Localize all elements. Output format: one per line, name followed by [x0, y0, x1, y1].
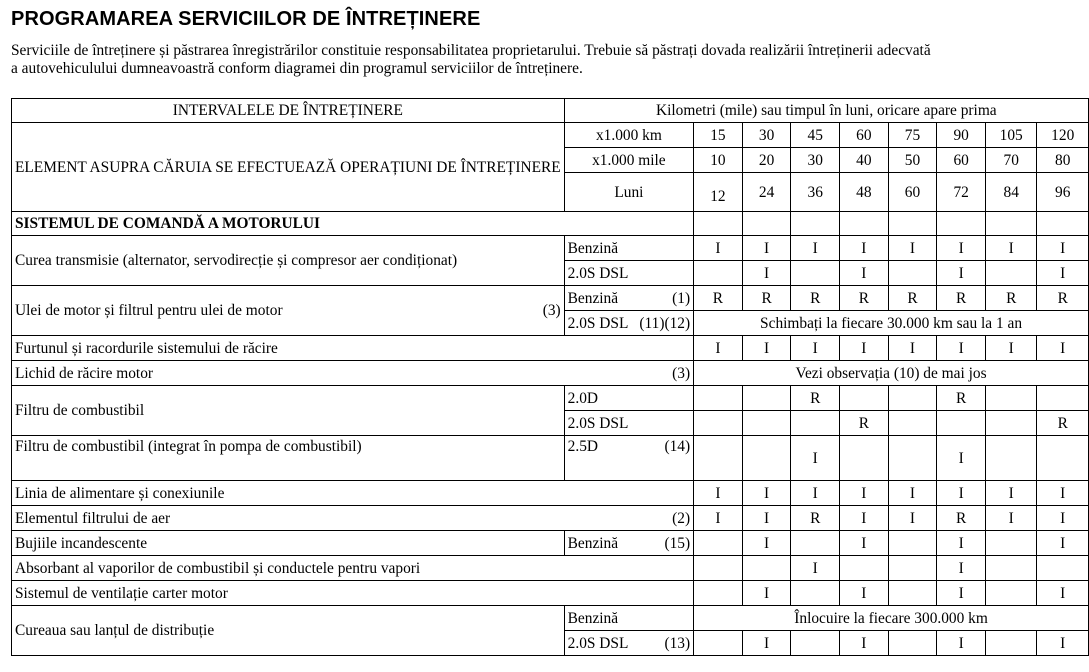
interval-mark — [985, 581, 1036, 606]
interval-mark: I — [694, 481, 743, 506]
item-label-fuelfilter: Filtru de combustibil — [12, 386, 565, 436]
interval-mark: I — [742, 236, 791, 261]
engine-label: Benzină — [567, 534, 619, 552]
interval-mark — [694, 261, 743, 286]
row-hoses — [12, 336, 1089, 361]
item-label-fuelfilter-integrated: Filtru de combustibil (integrat în pompa de combustibil) — [12, 436, 565, 481]
row-oil-petrol — [12, 286, 1089, 311]
interval-mark — [888, 261, 937, 286]
item-label-fuel-lines: Linia de alimentare și conexiunile — [12, 481, 694, 506]
mile-value: 60 — [937, 148, 986, 173]
interval-mark: I — [742, 631, 791, 656]
engine-cell — [564, 286, 693, 311]
row-glow-plugs — [12, 531, 1089, 556]
interval-mark: I — [1037, 531, 1089, 556]
interval-mark — [985, 631, 1036, 656]
section-heading: SISTEMUL DE COMANDĂ A MOTORULUI — [12, 212, 694, 236]
mile-value: 80 — [1037, 148, 1089, 173]
engine-label: 2.0D — [564, 386, 693, 411]
km-value: 120 — [1037, 123, 1089, 148]
unit-mile-label: x1.000 mile — [564, 148, 693, 173]
interval-mark: I — [742, 581, 791, 606]
month-value: 72 — [937, 173, 986, 212]
interval-mark — [888, 631, 937, 656]
interval-mark: I — [985, 481, 1036, 506]
item-label-timing: Cureaua sau lanțul de distribuție — [12, 606, 565, 656]
interval-mark: I — [937, 261, 986, 286]
interval-mark: I — [1037, 631, 1089, 656]
km-value: 105 — [985, 123, 1036, 148]
interval-mark — [791, 631, 840, 656]
header-row-km — [12, 123, 1089, 148]
interval-mark: I — [840, 481, 889, 506]
interval-mark: R — [694, 286, 743, 311]
km-value: 75 — [888, 123, 937, 148]
interval-mark — [985, 436, 1036, 481]
intro-paragraph — [11, 42, 1086, 77]
interval-mark: I — [840, 581, 889, 606]
interval-mark — [742, 411, 791, 436]
interval-mark — [1037, 436, 1089, 481]
interval-mark: I — [840, 506, 889, 531]
engine-label: 2.5D — [567, 438, 599, 455]
interval-mark — [791, 411, 840, 436]
interval-mark: I — [937, 236, 986, 261]
footnote-ref: (3) — [542, 302, 561, 319]
mile-value: 10 — [694, 148, 743, 173]
item-label-hoses: Furtunul și racordurile sistemului de răcire — [12, 336, 694, 361]
row-fuelfilter-integrated — [12, 436, 1089, 481]
element-header: ELEMENT ASUPRA CĂRUIA SE EFECTUEAZĂ OPERAȚIUNI DE ÎNTREȚINERE — [12, 123, 565, 212]
row-vapor-absorbent — [12, 556, 1089, 581]
item-label-text: Lichid de răcire motor — [15, 364, 154, 382]
item-label-coolant — [12, 361, 694, 386]
footnote-ref: (15) — [664, 534, 691, 552]
interval-note: Înlocuire la fiecare 300.000 km — [694, 606, 1089, 631]
interval-mark: I — [985, 236, 1036, 261]
engine-label: Benzină — [567, 289, 619, 307]
interval-mark: R — [791, 506, 840, 531]
interval-mark: I — [742, 481, 791, 506]
engine-label: Benzină — [564, 606, 693, 631]
section-row — [12, 212, 1089, 236]
interval-note: Vezi observația (10) de mai jos — [694, 361, 1089, 386]
interval-mark — [694, 631, 743, 656]
interval-mark: I — [791, 336, 840, 361]
item-label-vapor-absorbent: Absorbant al vaporilor de combustibil și conductele pentru vapori — [12, 556, 694, 581]
interval-mark: I — [888, 506, 937, 531]
interval-mark: I — [1037, 481, 1089, 506]
interval-mark — [888, 581, 937, 606]
interval-mark: I — [742, 261, 791, 286]
interval-mark — [694, 411, 743, 436]
mile-value: 20 — [742, 148, 791, 173]
footnote-ref: (1) — [672, 289, 691, 307]
row-air-filter — [12, 506, 1089, 531]
footnote-ref: (2) — [672, 509, 691, 527]
mile-value: 70 — [985, 148, 1036, 173]
interval-mark — [694, 581, 743, 606]
interval-mark: I — [791, 236, 840, 261]
mile-value: 40 — [840, 148, 889, 173]
engine-label: 2.0S DSL — [564, 261, 693, 286]
item-label-text: Elementul filtrului de aer — [15, 509, 171, 527]
item-label-glow-plugs: Bujiile incandescente — [12, 531, 565, 556]
interval-mark — [985, 531, 1036, 556]
interval-mark: I — [937, 436, 986, 481]
interval-mark: I — [694, 236, 743, 261]
month-value: 36 — [791, 173, 840, 212]
engine-cell — [564, 531, 693, 556]
km-value: 30 — [742, 123, 791, 148]
interval-mark — [1037, 556, 1089, 581]
interval-mark: I — [840, 261, 889, 286]
interval-mark — [742, 556, 791, 581]
interval-mark: I — [1037, 336, 1089, 361]
interval-note: Schimbați la fiecare 30.000 km sau la 1 an — [694, 311, 1089, 336]
month-value: 60 — [888, 173, 937, 212]
item-label-oil — [12, 286, 565, 336]
footnote-ref: (14) — [664, 438, 691, 455]
engine-cell — [564, 631, 693, 656]
interval-mark: R — [937, 286, 986, 311]
page-title: PROGRAMAREA SERVICIILOR DE ÎNTREȚINERE — [11, 8, 481, 30]
interval-mark — [694, 386, 743, 411]
interval-mark: I — [1037, 236, 1089, 261]
month-value: 12 — [694, 173, 743, 212]
mile-value: 50 — [888, 148, 937, 173]
row-crankcase-ventilation — [12, 581, 1089, 606]
interval-mark: R — [888, 286, 937, 311]
interval-mark — [985, 411, 1036, 436]
item-label-text: Ulei de motor și filtrul pentru ulei de motor — [15, 302, 283, 319]
interval-mark — [937, 411, 986, 436]
interval-mark — [888, 436, 937, 481]
interval-mark: I — [937, 336, 986, 361]
interval-mark: I — [791, 481, 840, 506]
interval-mark: I — [888, 481, 937, 506]
interval-mark — [694, 556, 743, 581]
interval-mark: R — [1037, 411, 1089, 436]
interval-mark: R — [840, 286, 889, 311]
interval-mark: I — [937, 556, 986, 581]
interval-mark: R — [791, 286, 840, 311]
interval-mark — [742, 436, 791, 481]
interval-mark: R — [985, 286, 1036, 311]
intervals-header: INTERVALELE DE ÎNTREȚINERE — [12, 99, 565, 123]
interval-mark — [791, 581, 840, 606]
mile-value: 30 — [791, 148, 840, 173]
interval-mark: I — [937, 531, 986, 556]
km-value: 60 — [840, 123, 889, 148]
interval-mark — [791, 531, 840, 556]
row-coolant — [12, 361, 1089, 386]
footnote-ref: (13) — [664, 634, 691, 652]
row-timing-petrol — [12, 606, 1089, 631]
interval-mark — [694, 436, 743, 481]
month-value: 84 — [985, 173, 1036, 212]
item-label-air-filter — [12, 506, 694, 531]
interval-mark — [985, 386, 1036, 411]
engine-cell — [564, 436, 693, 481]
interval-mark — [742, 386, 791, 411]
interval-mark: I — [742, 506, 791, 531]
interval-mark: I — [1037, 261, 1089, 286]
km-value: 15 — [694, 123, 743, 148]
interval-mark — [840, 386, 889, 411]
interval-mark: I — [694, 336, 743, 361]
interval-mark — [985, 556, 1036, 581]
header-row-intervals — [12, 99, 1089, 123]
maintenance-schedule-table — [11, 98, 1089, 656]
intro-line-1: Serviciile de întreținere și păstrarea înregistrărilor constituie responsabilitatea proprietarului. Trebuie să păstrați dovada realizării întreținerii adecvată — [11, 42, 931, 59]
row-belt-petrol — [12, 236, 1089, 261]
footnote-ref: (3) — [672, 364, 691, 382]
interval-mark: I — [840, 236, 889, 261]
interval-mark — [840, 556, 889, 581]
footnote-ref: (11)(12) — [639, 314, 691, 332]
interval-mark: I — [840, 631, 889, 656]
km-value: 90 — [937, 123, 986, 148]
engine-cell — [564, 311, 693, 336]
interval-mark: I — [937, 631, 986, 656]
interval-mark — [694, 531, 743, 556]
interval-mark: I — [1037, 581, 1089, 606]
interval-mark — [888, 556, 937, 581]
interval-mark: I — [937, 581, 986, 606]
interval-mark — [840, 436, 889, 481]
engine-label: 2.0S DSL — [567, 314, 629, 332]
interval-mark: R — [937, 386, 986, 411]
item-label-crankcase-ventilation: Sistemul de ventilație carter motor — [12, 581, 694, 606]
km-header: Kilometri (mile) sau timpul în luni, oricare apare prima — [564, 99, 1088, 123]
interval-mark: I — [694, 506, 743, 531]
row-fuel-lines — [12, 481, 1089, 506]
row-fuelfilter-20d — [12, 386, 1089, 411]
interval-mark: I — [985, 506, 1036, 531]
month-value: 48 — [840, 173, 889, 212]
engine-label: Benzină — [564, 236, 693, 261]
interval-mark: R — [937, 506, 986, 531]
month-value: 96 — [1037, 173, 1089, 212]
interval-mark: I — [985, 336, 1036, 361]
interval-mark — [888, 531, 937, 556]
intro-line-2: a autovehiculului dumneavoastră conform diagramei din programul serviciilor de întreținere. — [11, 59, 583, 77]
interval-mark — [791, 261, 840, 286]
interval-mark: I — [937, 481, 986, 506]
interval-mark: I — [791, 436, 840, 481]
interval-mark — [985, 261, 1036, 286]
month-value: 24 — [742, 173, 791, 212]
interval-mark: I — [1037, 506, 1089, 531]
item-label-belt: Curea transmisie (alternator, servodirecție și compresor aer condiționat) — [12, 236, 565, 286]
interval-mark: I — [840, 336, 889, 361]
engine-label: 2.0S DSL — [564, 411, 693, 436]
interval-mark: I — [791, 556, 840, 581]
km-value: 45 — [791, 123, 840, 148]
interval-mark — [888, 411, 937, 436]
interval-mark: I — [888, 236, 937, 261]
interval-mark — [1037, 386, 1089, 411]
interval-mark — [888, 386, 937, 411]
interval-mark: R — [1037, 286, 1089, 311]
interval-mark: I — [840, 531, 889, 556]
interval-mark: R — [742, 286, 791, 311]
interval-mark: I — [742, 336, 791, 361]
unit-months-label: Luni — [564, 173, 693, 212]
interval-mark: I — [742, 531, 791, 556]
interval-mark: R — [791, 386, 840, 411]
interval-mark: R — [840, 411, 889, 436]
engine-label: 2.0S DSL — [567, 634, 629, 652]
interval-mark: I — [888, 336, 937, 361]
unit-km-label: x1.000 km — [564, 123, 693, 148]
